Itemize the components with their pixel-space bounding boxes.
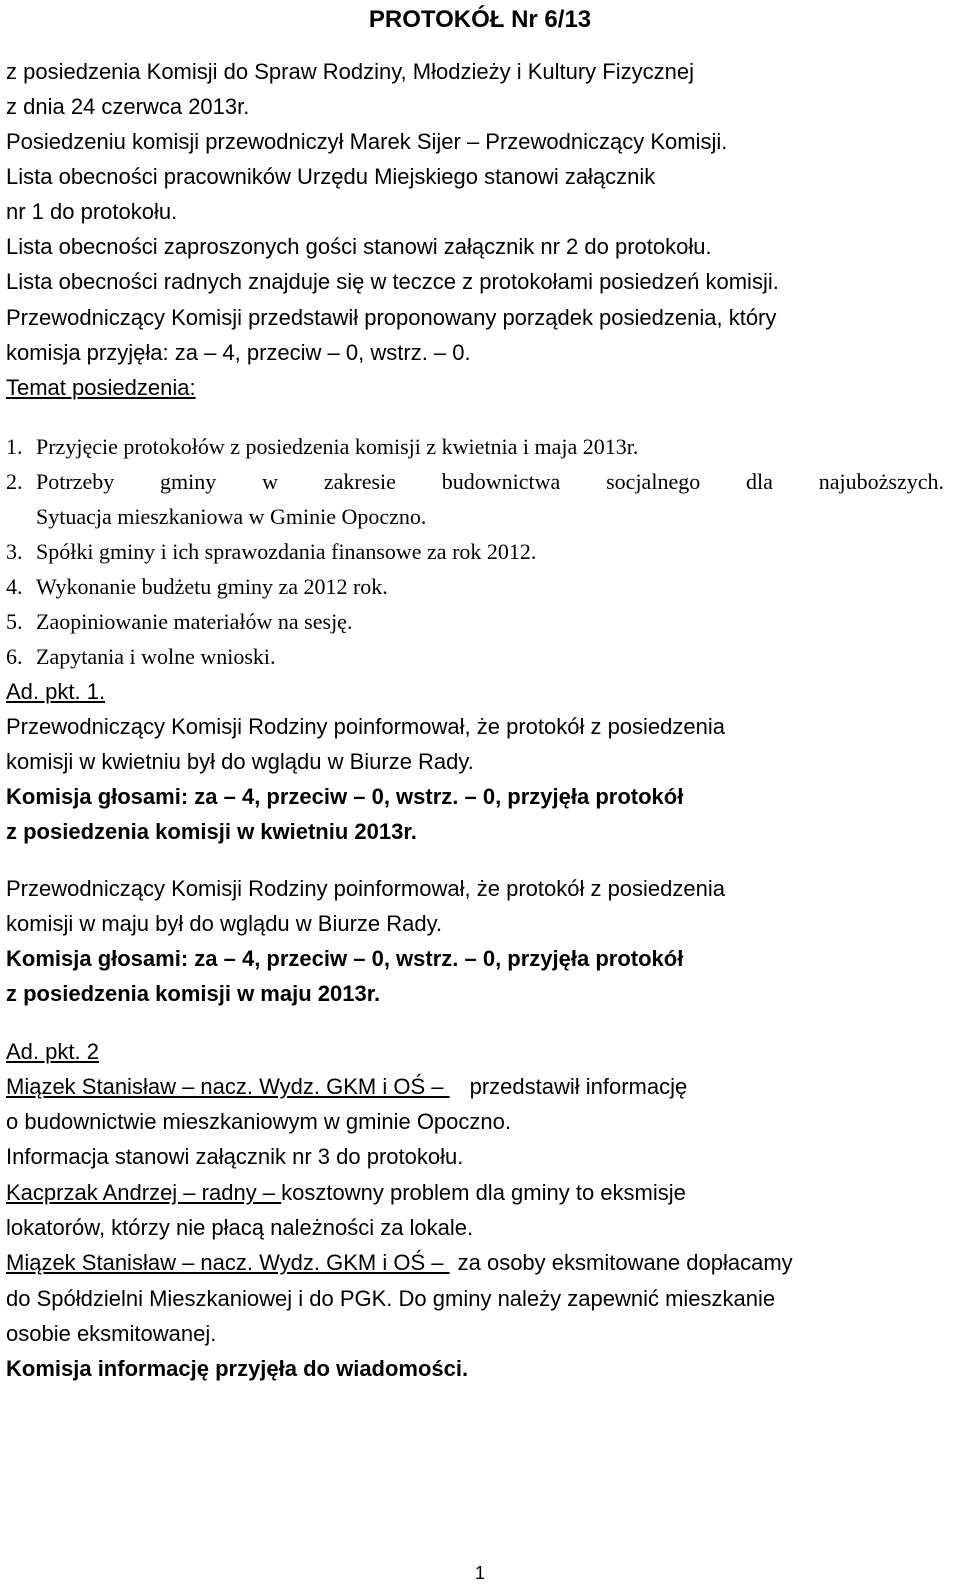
ad1-paragraph-2-line-1: Przewodniczący Komisji Rodziny poinformował, że protokół z posiedzenia: [6, 876, 725, 901]
document-title: PROTOKÓŁ Nr 6/13: [368, 6, 592, 33]
ad1-paragraph-1-line-1: Przewodniczący Komisji Rodziny poinformował, że protokół z posiedzenia: [6, 714, 725, 739]
speaker-name: Miązek Stanisław – nacz. Wydz. GKM i OŚ –: [6, 1250, 450, 1275]
ad2-conclusion: Komisja informację przyjęła do wiadomości.: [6, 1356, 469, 1381]
topic-heading: Temat posiedzenia:: [6, 375, 196, 400]
ad1-paragraph-2-line-2: komisji w maju był do wglądu w Biurze Rady.: [6, 911, 443, 936]
agenda-item-2-cont: Sytuacja mieszkaniowa w Gminie Opoczno.: [36, 504, 427, 529]
intro-line-5: nr 1 do protokołu.: [6, 199, 178, 224]
agenda-item-4: 4. Wykonanie budżetu gminy za 2012 rok.: [6, 574, 388, 599]
ad2-line-7: do Spółdzielni Mieszkaniowej i do PGK. Do gminy należy zapewnić mieszkanie: [6, 1286, 776, 1311]
ad-pkt-1-heading: Ad. pkt. 1.: [6, 679, 106, 704]
ad1-vote-2-line-1: Komisja głosami: za – 4, przeciw – 0, wstrz. – 0, przyjęła protokół: [6, 946, 684, 971]
ad2-line-2: o budownictwie mieszkaniowym w gminie Opoczno.: [6, 1109, 511, 1134]
ad2-speaker-3-line: Miązek Stanisław – nacz. Wydz. GKM i OŚ – za osoby eksmitowane dopłacamy: [6, 1250, 793, 1275]
ad1-vote-1-line-2: z posiedzenia komisji w kwietniu 2013r.: [6, 819, 417, 844]
intro-line-3: Posiedzeniu komisji przewodniczył Marek Sijer – Przewodniczący Komisji.: [6, 129, 728, 154]
agenda-item-5: 5. Zaopiniowanie materiałów na sesję.: [6, 609, 353, 634]
agenda-item-3: 3. Spółki gminy i ich sprawozdania finansowe za rok 2012.: [6, 539, 537, 564]
intro-line-1: z posiedzenia Komisji do Spraw Rodziny, Młodzieży i Kultury Fizycznej: [6, 59, 694, 84]
agenda-item-2: 2. Potrzeby gminy w zakresie budownictwa socjalnego dla najuboższych.: [6, 469, 944, 494]
ad2-speaker-1-line: Miązek Stanisław – nacz. Wydz. GKM i OŚ – przedstawił informację: [6, 1074, 688, 1099]
ad1-paragraph-1-line-2: komisji w kwietniu był do wglądu w Biurze Rady.: [6, 749, 474, 774]
ad2-speaker-2-line: Kacprzak Andrzej – radny – kosztowny problem dla gminy to eksmisje: [6, 1180, 686, 1205]
agenda-item-6: 6. Zapytania i wolne wnioski.: [6, 644, 276, 669]
intro-line-7: Lista obecności radnych znajduje się w teczce z protokołami posiedzeń komisji.: [6, 269, 779, 294]
ad2-line-8: osobie eksmitowanej.: [6, 1321, 217, 1346]
intro-line-4: Lista obecności pracowników Urzędu Miejskiego stanowi załącznik: [6, 164, 656, 189]
agenda-item-1: 1. Przyjęcie protokołów z posiedzenia komisji z kwietnia i maja 2013r.: [6, 434, 639, 459]
ad1-vote-2-line-2: z posiedzenia komisji w maju 2013r.: [6, 981, 381, 1006]
page-number: 1: [474, 1563, 485, 1583]
intro-date: z dnia 24 czerwca 2013r.: [6, 94, 250, 119]
speaker-name: Miązek Stanisław – nacz. Wydz. GKM i OŚ –: [6, 1074, 450, 1099]
ad2-line-3: Informacja stanowi załącznik nr 3 do protokołu.: [6, 1144, 464, 1169]
ad-pkt-2-heading: Ad. pkt. 2: [6, 1039, 99, 1064]
intro-line-9: komisja przyjęła: za – 4, przeciw – 0, wstrz. – 0.: [6, 340, 471, 365]
ad1-vote-1-line-1: Komisja głosami: za – 4, przeciw – 0, wstrz. – 0, przyjęła protokół: [6, 784, 684, 809]
ad2-line-5: lokatorów, którzy nie płacą należności za lokale.: [6, 1215, 474, 1240]
intro-line-6: Lista obecności zaproszonych gości stanowi załącznik nr 2 do protokołu.: [6, 234, 712, 259]
speaker-name: Kacprzak Andrzej – radny –: [6, 1180, 282, 1205]
intro-line-8: Przewodniczący Komisji przedstawił proponowany porządek posiedzenia, który: [6, 305, 777, 330]
